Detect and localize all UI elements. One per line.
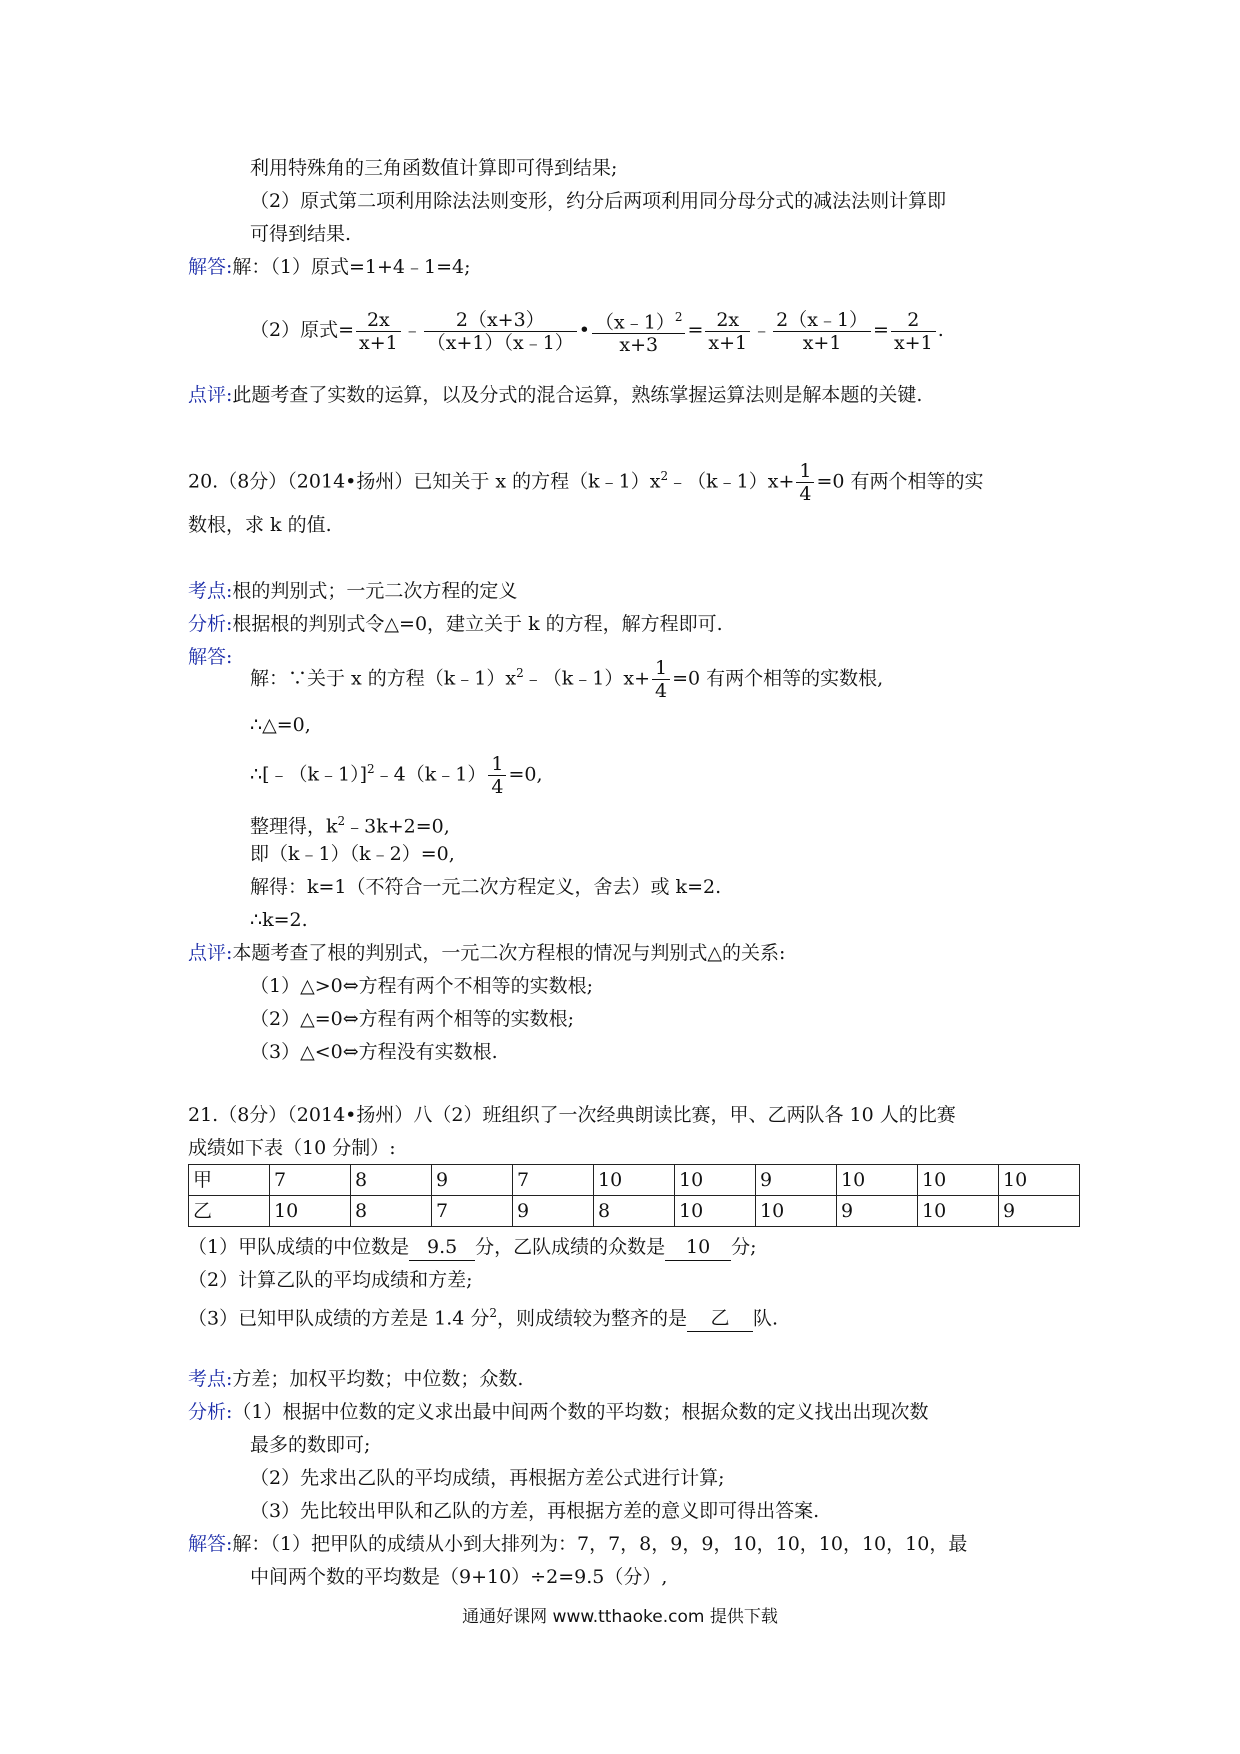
kaodian-label: 考点: bbox=[188, 580, 233, 602]
q21-kaodian-line: 考点:方差；加权平均数；中位数；众数. bbox=[188, 1368, 524, 1390]
score-cell: 10 bbox=[675, 1165, 756, 1196]
analysis-line-b: （2）原式第二项利用除法法则变形，约分后两项利用同分母分式的减法法则计算即 bbox=[250, 190, 947, 212]
q20-kaodian-line: 考点:根的判别式；一元二次方程的定义 bbox=[188, 580, 518, 602]
score-cell: 10 bbox=[837, 1165, 918, 1196]
fraction: $\frac{(x﹣1)^2}{x+3}$ bbox=[592, 306, 685, 356]
q20-sol-line-c: ∴[﹣（k﹣1）]$^2$﹣4（k﹣1） $\frac{1}{4}$ =0, bbox=[250, 753, 543, 798]
q21-analysis-line-3: （2）先求出乙队的平均成绩，再根据方差公式进行计算; bbox=[250, 1467, 725, 1489]
score-cell: 10 bbox=[756, 1196, 837, 1227]
table-row bbox=[189, 1196, 1080, 1227]
score-cell: 7 bbox=[513, 1165, 594, 1196]
score-cell: 10 bbox=[918, 1196, 999, 1227]
q21-stem-line-1: 21.（8分）（2014•扬州）八（2）班组织了一次经典朗读比赛，甲、乙两队各 10 人的比赛 bbox=[188, 1104, 956, 1126]
q21-analysis-line-2: 最多的数即可; bbox=[250, 1434, 371, 1456]
q20-analysis-line: 分析:根据根的判别式令△=0，建立关于 k 的方程，解方程即可. bbox=[188, 613, 723, 635]
answer-blank: 10 bbox=[665, 1234, 731, 1261]
q20-solution-label: 解答: bbox=[188, 646, 233, 668]
q20-review-line: 点评:本题考查了根的判别式，一元二次方程根的情况与判别式△的关系: bbox=[188, 942, 786, 964]
fraction: $\frac{1}{4}$ bbox=[488, 753, 506, 798]
fraction: $\frac{1}{4}$ bbox=[796, 460, 814, 505]
score-cell: 8 bbox=[594, 1196, 675, 1227]
score-cell: 9 bbox=[432, 1165, 513, 1196]
operator: ﹣ bbox=[402, 319, 422, 342]
q21-stem-line-2: 成绩如下表（10 分制）: bbox=[188, 1137, 396, 1159]
solution-label: 解答: bbox=[188, 1533, 233, 1555]
q20-sol-line-g: ∴k=2. bbox=[250, 909, 308, 931]
analysis-label: 分析: bbox=[188, 1401, 233, 1423]
q20-stem-line-1: 20.（8分）（2014•扬州）已知关于 x 的方程$(k﹣1)x^2﹣(k﹣1)x+$ $\frac{1}{4}$ =0 有两个相等的实 bbox=[188, 460, 984, 505]
q21-analysis-line-1: 分析:（1）根据中位数的定义求出最中间两个数的平均数；根据众数的定义找出出现次数 bbox=[188, 1401, 929, 1423]
score-table bbox=[188, 1164, 1080, 1227]
operator: ﹣ bbox=[752, 319, 772, 342]
score-cell: 10 bbox=[675, 1196, 756, 1227]
q20-sol-line-b: ∴△=0, bbox=[250, 714, 311, 736]
review-label: 点评: bbox=[188, 384, 233, 406]
fraction: $\frac{2(x+3)}{(x+1)(x﹣1)}$ bbox=[424, 309, 577, 354]
q20-review-item-2: （2）△=0⇔方程有两个相等的实数根; bbox=[250, 1008, 575, 1030]
fraction: $\frac{2x}{x+1}$ bbox=[356, 309, 401, 354]
solution-line-2: （2）原式= $\frac{2x}{x+1}$ ﹣ $\frac{2(x+3)}{(x+1)(x﹣1)}$ • $\frac{(x﹣1)^2}{x+3}$ = $\frac{2x}{x+1}$ ﹣ $\frac{2(x﹣1)}{x+1}$ = $\frac{2}{x+1}$ . bbox=[250, 306, 944, 356]
fraction: $\frac{1}{4}$ bbox=[652, 657, 670, 702]
analysis-label: 分析: bbox=[188, 613, 233, 635]
q20-sol-line-f: 解得：k=1（不符合一元二次方程定义，舍去）或 k=2. bbox=[250, 876, 722, 898]
review-line bbox=[188, 382, 922, 408]
fraction: $\frac{2(x﹣1)}{x+1}$ bbox=[773, 309, 871, 354]
operator: = bbox=[873, 319, 889, 342]
score-cell: 10 bbox=[270, 1196, 351, 1227]
score-cell: 10 bbox=[594, 1165, 675, 1196]
score-cell: 8 bbox=[351, 1165, 432, 1196]
q21-analysis-line-4: （3）先比较出甲队和乙队的方差，再根据方差的意义即可得出答案. bbox=[250, 1500, 820, 1522]
solution-label: 解答: bbox=[188, 256, 233, 278]
score-cell: 10 bbox=[999, 1165, 1080, 1196]
solution-text: 解：（1）原式=1+4﹣1=4; bbox=[232, 256, 471, 278]
solution-line-1 bbox=[188, 254, 471, 280]
answer-blank: 乙 bbox=[687, 1305, 753, 1332]
q20-review-item-3: （3）△<0⇔方程没有实数根. bbox=[250, 1041, 498, 1063]
review-text: 此题考查了实数的运算，以及分式的混合运算，熟练掌握运算法则是解本题的关键. bbox=[232, 384, 923, 406]
fraction: $\frac{2}{x+1}$ bbox=[891, 309, 936, 354]
q20-review-item-1: （1）△>0⇔方程有两个不相等的实数根; bbox=[250, 975, 594, 997]
formula-prefix: （2）原式= bbox=[250, 319, 355, 342]
score-cell: 7 bbox=[432, 1196, 513, 1227]
q21-sub-2: （2）计算乙队的平均成绩和方差; bbox=[188, 1269, 473, 1291]
fraction: $\frac{2x}{x+1}$ bbox=[705, 309, 750, 354]
score-cell: 9 bbox=[999, 1196, 1080, 1227]
score-cell: 10 bbox=[918, 1165, 999, 1196]
review-label: 点评: bbox=[188, 942, 233, 964]
score-cell: 9 bbox=[513, 1196, 594, 1227]
q20-stem-line-2: 数根，求 k 的值. bbox=[188, 514, 332, 536]
row-header-cell: 甲 bbox=[189, 1165, 270, 1196]
page-footer: 通通好课网 www.tthaoke.com 提供下载 bbox=[462, 1607, 778, 1627]
q20-sol-line-e: 即（k﹣1）（k﹣2）=0, bbox=[250, 843, 455, 865]
operator: = bbox=[687, 319, 704, 342]
analysis-line-a: 利用特殊角的三角函数值计算即可得到结果; bbox=[250, 157, 618, 179]
score-cell: 7 bbox=[270, 1165, 351, 1196]
q20-sol-line-a: 解：∵关于 x 的方程$(k﹣1)x^2﹣(k﹣1)x+$ $\frac{1}{4}$ =0 有两个相等的实数根, bbox=[250, 657, 884, 702]
answer-blank: 9.5 bbox=[409, 1234, 475, 1261]
operator: • bbox=[578, 319, 591, 342]
table-row bbox=[189, 1165, 1080, 1196]
score-cell: 8 bbox=[351, 1196, 432, 1227]
row-header-cell: 乙 bbox=[189, 1196, 270, 1227]
kaodian-label: 考点: bbox=[188, 1368, 233, 1390]
score-cell: 9 bbox=[837, 1196, 918, 1227]
q21-sub-3: （3）已知甲队成绩的方差是 1.4 分$^2$，则成绩较为整齐的是 乙 队. bbox=[188, 1300, 778, 1332]
analysis-line-c: 可得到结果. bbox=[250, 223, 352, 245]
score-cell: 9 bbox=[756, 1165, 837, 1196]
q21-solution-line-2: 中间两个数的平均数是（9+10）÷2=9.5（分）, bbox=[250, 1566, 668, 1588]
q20-sol-line-d: 整理得，$k^2﹣3k+2=0$, bbox=[250, 814, 450, 838]
q21-solution-line-1: 解答:解：（1）把甲队的成绩从小到大排列为：7，7，8，9，9，10，10，10，10，10，最 bbox=[188, 1533, 968, 1555]
q21-sub-1: （1）甲队成绩的中位数是 9.5 分，乙队成绩的众数是 10 分; bbox=[188, 1234, 757, 1261]
